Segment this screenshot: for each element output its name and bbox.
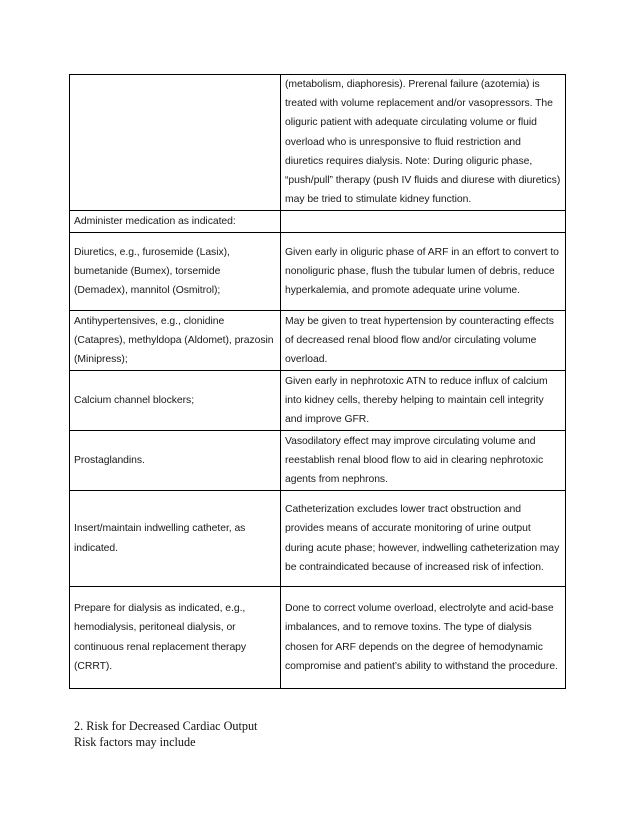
section-heading: 2. Risk for Decreased Cardiac Output — [74, 719, 258, 733]
table-row — [70, 371, 566, 431]
table-row — [70, 491, 566, 587]
section-subheading: Risk factors may include — [74, 735, 196, 749]
table-row — [70, 75, 566, 211]
care-plan-table — [69, 74, 566, 689]
rationale-cell: Catheterization excludes lower tract obstruction and provides means of accurate monitoring of urine output during acute phase; however, indwelling catheterization may be contraindicated because of increased risk of infection. — [281, 491, 566, 587]
intervention-cell: Administer medication as indicated: — [70, 211, 281, 233]
rationale-cell: Given early in oliguric phase of ARF in an effort to convert to nonoliguric phase, flush the tubular lumen of debris, reduce hyperkalemia, and promote adequate urine volume. — [281, 233, 566, 311]
intervention-cell — [70, 75, 281, 211]
rationale-cell: Done to correct volume overload, electrolyte and acid-base imbalances, and to remove toxins. The type of dialysis chosen for ARF depends on the degree of hemodynamic compromise and patient’s ability to withstand the procedure. — [281, 587, 566, 689]
section-intro — [74, 718, 257, 750]
rationale-cell: (metabolism, diaphoresis). Prerenal failure (azotemia) is treated with volume replacement and/or vasopressors. The oliguric patient with adequate circulating volume or fluid overload who is unresponsive to fluid restriction and diuretics requires dialysis. Note: During oliguric phase, “push/pull” therapy (push IV fluids and diurese with diuretics) may be tried to stimulate kidney function. — [281, 75, 566, 211]
intervention-cell: Antihypertensives, e.g., clonidine (Catapres), methyldopa (Aldomet), prazosin (Minipress); — [70, 311, 281, 371]
rationale-cell — [281, 211, 566, 233]
rationale-cell: Vasodilatory effect may improve circulating volume and reestablish renal blood flow to aid in clearing nephrotoxic agents from nephrons. — [281, 431, 566, 491]
intervention-cell: Insert/maintain indwelling catheter, as indicated. — [70, 491, 281, 587]
intervention-cell: Diuretics, e.g., furosemide (Lasix), bumetanide (Bumex), torsemide (Demadex), mannitol (Osmitrol); — [70, 233, 281, 311]
table-row — [70, 211, 566, 233]
table-row — [70, 587, 566, 689]
table-row — [70, 311, 566, 371]
table-row — [70, 431, 566, 491]
intervention-cell: Prepare for dialysis as indicated, e.g., hemodialysis, peritoneal dialysis, or continuous renal replacement therapy (CRRT). — [70, 587, 281, 689]
intervention-cell: Calcium channel blockers; — [70, 371, 281, 431]
table-row — [70, 233, 566, 311]
rationale-cell: May be given to treat hypertension by counteracting effects of decreased renal blood flow and/or circulating volume overload. — [281, 311, 566, 371]
rationale-cell: Given early in nephrotoxic ATN to reduce influx of calcium into kidney cells, thereby helping to maintain cell integrity and improve GFR. — [281, 371, 566, 431]
intervention-cell: Prostaglandins. — [70, 431, 281, 491]
